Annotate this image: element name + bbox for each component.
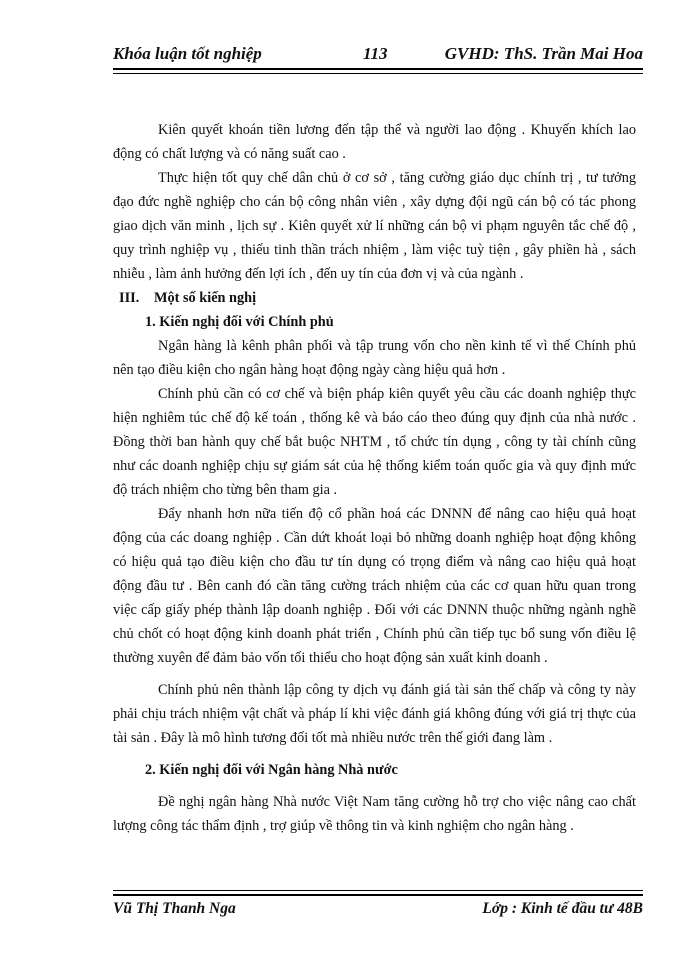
subsection-heading: 1. Kiến nghị đối với Chính phủ bbox=[145, 314, 334, 330]
section-number: III. bbox=[119, 290, 140, 306]
page-body bbox=[113, 118, 636, 838]
section-title: Một số kiến nghị bbox=[154, 290, 257, 306]
page-footer bbox=[113, 900, 643, 924]
paragraph: Đề nghị ngân hàng Nhà nước Việt Nam tăng cường hỗ trợ cho việc nâng cao chất lượng công tác thẩm định , trợ giúp về thông tin và kinh nghiệm cho ngân hàng . bbox=[113, 794, 636, 834]
paragraph: Kiên quyết khoán tiền lương đến tập thể và người lao động . Khuyến khích lao động có chất lượng và có năng suất cao . bbox=[113, 122, 636, 162]
page-header bbox=[113, 40, 643, 66]
paragraph: Chính phủ cần có cơ chế và biện pháp kiên quyết yêu cầu các doanh nghiệp thực hiện nghiêm túc chế độ kế toán , thống kê và báo cáo theo đúng quy định của nhà nước . Đồng thời ban hành quy chế bắt buộc NHTM , tổ chức tín dụng , công ty tài chính cũng như các doanh nghiệp chịu sự giám sát của hệ thống kiểm toán quốc gia và quy định mức độ trách nhiệm cho từng bên tham gia . bbox=[113, 386, 636, 498]
header-advisor: GVHD: ThS. Trần Mai Hoa bbox=[444, 44, 643, 63]
paragraph: Đẩy nhanh hơn nữa tiến độ cổ phần hoá các DNNN để nâng cao hiệu quả hoạt động của các doang nghiệp . Cần dứt khoát loại bỏ những doanh nghiệp hoạt động không có hiệu quả tạo điều kiện cho đầu tư tín dụng có trọng điểm và nâng cao hiệu quả hoạt động đầu tư . Bên canh đó cần tăng cường trách nhiệm của các cơ quan hữu quan trong việc cấp giấy phép thành lập doanh nghiệp . Đối với các DNNN thuộc những ngành nghề chủ chốt có hoạt động kinh doanh phát triển , Chính phủ cần tiếp tục bổ sung vốn điều lệ thường xuyên để đảm bảo vốn tối thiểu cho hoạt động sản xuất kinh doanh . bbox=[113, 506, 636, 666]
header-thesis-label: Khóa luận tốt nghiệp bbox=[113, 44, 262, 63]
paragraph: Thực hiện tốt quy chế dân chủ ở cơ sở , tăng cường giáo dục chính trị , tư tưởng đạo đức nghề nghiệp cho cán bộ công nhân viên , xây dựng đội ngũ cán bộ có tác phong giao dịch văn minh , lịch sự . Kiên quyết xử lí những cán bộ vi phạm nguyên tắc chế độ , quy trình nghiệp vụ , thiếu tinh thần trách nhiệm , làm việc tuỳ tiện , gây phiền hà , sách nhiễu , làm ảnh hưởng đến lợi ích , đến uy tín của đơn vị và của ngành . bbox=[113, 170, 636, 282]
footer-rule bbox=[113, 890, 643, 896]
footer-author: Vũ Thị Thanh Nga bbox=[113, 900, 236, 917]
page-number: 113 bbox=[363, 44, 388, 63]
section-heading bbox=[113, 286, 636, 310]
footer-class: Lớp : Kinh tế đầu tư 48B bbox=[482, 900, 643, 917]
paragraph: Chính phủ nên thành lập công ty dịch vụ đánh giá tài sản thế chấp và công ty này phải chịu trách nhiệm vật chất và pháp lí khi việc đánh giá không đúng với giá trị thực của tài sản . Đây là mô hình tương đối tốt mà nhiều nước trên thế giới đang làm . bbox=[113, 682, 636, 746]
subsection-heading: 2. Kiến nghị đối với Ngân hàng Nhà nước bbox=[145, 762, 398, 778]
header-rule bbox=[113, 68, 643, 74]
paragraph: Ngân hàng là kênh phân phối và tập trung vốn cho nền kinh tế vì thế Chính phủ nên tạo điều kiện cho ngân hàng hoạt động ngày càng hiệu quả hơn . bbox=[113, 338, 636, 378]
